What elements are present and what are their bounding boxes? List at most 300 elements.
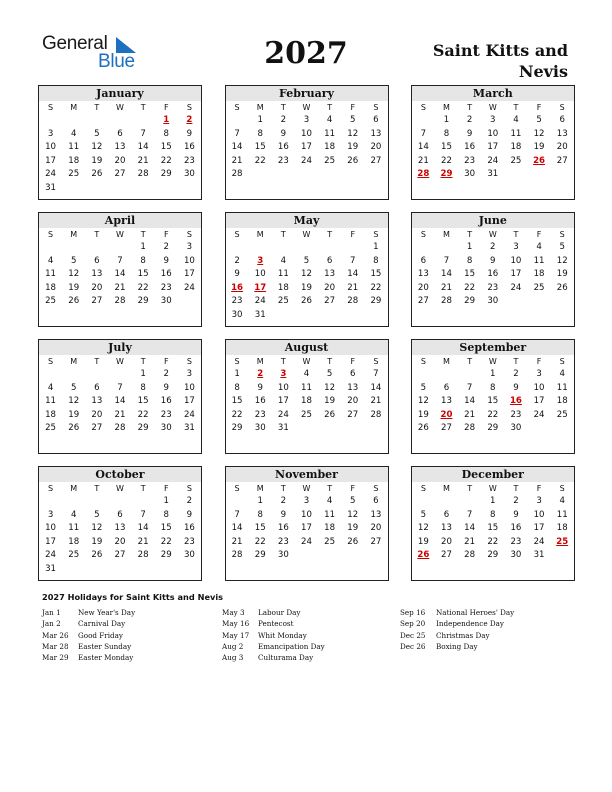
day-cell: 12 [417,523,429,534]
empty-day-cell [295,241,318,255]
day-cell: 18 [510,142,522,153]
day-cell: 8 [140,255,146,266]
month-title: May [226,213,388,228]
empty-day-cell [62,114,85,128]
weekday-header: S [559,103,565,112]
day-cell: 12 [347,509,359,520]
holiday-date: Aug 3 [222,653,244,663]
week-row [39,282,201,296]
week-row [226,255,388,269]
day-cell: 11 [533,255,545,266]
weekday-header: W [302,357,311,366]
day-cell: 16 [254,396,266,407]
week-row [39,509,201,523]
day-cell: 2 [490,242,496,252]
weekday-header: T [140,103,146,112]
week-row [226,155,388,169]
day-cell: 7 [117,382,123,393]
day-cell: 29 [137,423,149,434]
day-cell: 31 [45,182,57,193]
month-title: January [39,86,201,101]
day-cell: 27 [114,550,126,561]
day-cell: 21 [464,536,476,547]
holiday-item [222,652,325,663]
day-cell: 28 [347,296,359,307]
day-cell: 1 [140,242,146,252]
empty-day-cell [318,422,341,436]
day-cell: 12 [68,269,80,280]
day-cell: 19 [417,409,429,420]
empty-day-cell [412,495,435,509]
empty-day-cell [412,241,435,255]
day-cell: 23 [277,155,289,166]
week-row [39,549,201,563]
empty-day-cell [108,563,131,577]
day-cell: 7 [117,255,123,266]
week-row [39,536,201,550]
holiday-name: Labour Day [258,608,301,617]
day-cell: 5 [420,382,427,393]
holiday-item [222,641,325,652]
day-cell: 8 [373,255,379,266]
week-row [39,368,201,382]
day-cell: 3 [490,115,496,125]
week-row [226,295,388,309]
holiday-name: Whit Monday [258,630,307,640]
holiday-date: Sep 20 [400,619,426,629]
empty-day-cell [341,422,364,436]
weekday-header: M [70,103,78,112]
day-cell: 11 [510,128,522,139]
weekday-header: S [234,230,240,239]
day-cell: 14 [114,269,126,280]
day-cell: 25 [324,536,336,547]
day-cell: 24 [533,536,545,547]
day-cell: 11 [45,269,57,280]
day-cell: 15 [254,523,266,534]
weekday-header: T [467,103,473,112]
week-row [226,382,388,396]
empty-day-cell [272,309,295,323]
empty-day-cell [341,241,364,255]
empty-day-cell [295,549,318,563]
holiday-date: Mar 28 [42,641,69,651]
day-cell: 25 [556,409,568,420]
weekday-header: S [559,484,565,493]
day-cell: 7 [350,255,356,266]
empty-day-cell [39,495,62,509]
day-cell: 17 [533,396,545,407]
weekday-header: M [256,484,264,493]
day-cell: 31 [487,169,499,180]
holiday-date: Sep 16 [400,608,426,617]
empty-day-cell [504,168,527,182]
day-cell: 26 [91,550,103,561]
day-cell: 30 [183,169,195,180]
day-cell: 21 [137,536,149,547]
day-cell: 24 [301,536,312,547]
month-february [225,85,389,200]
day-cell: 20 [417,282,429,293]
week-row [412,155,574,169]
day-cell: 5 [420,509,427,520]
day-cell: 1 [490,496,496,506]
holiday-date: Jan 2 [42,619,61,629]
day-cell: 6 [350,369,356,379]
day-cell: 25 [301,409,312,420]
day-cell: 19 [91,536,103,547]
day-cell: 12 [324,382,336,393]
day-cell: 12 [533,128,545,139]
week-row [226,268,388,282]
day-cell: 30 [160,423,172,434]
day-cell: 23 [183,536,195,547]
day-cell: 27 [324,296,336,307]
day-cell: 24 [45,550,57,561]
day-cell: 4 [536,242,542,252]
day-cell: 21 [464,409,476,420]
day-cell: 28 [231,169,243,180]
holiday-date: Dec 25 [400,630,426,640]
day-cell: 20 [347,396,359,407]
day-cell: 5 [350,496,356,506]
day-cell: 4 [70,128,77,139]
week-row [412,422,574,436]
day-cell: 7 [420,128,427,139]
day-cell: 16 [231,282,244,293]
day-cell: 1 [163,496,169,506]
day-cell: 7 [234,128,240,139]
week-row [39,268,201,282]
weekday-header: T [140,357,146,366]
day-cell: 4 [47,382,54,393]
day-cell: 30 [183,550,195,561]
weekday-header: M [70,484,78,493]
day-cell: 17 [510,269,522,280]
month-march [411,85,575,200]
day-cell: 23 [510,536,522,547]
holiday-item [42,607,135,618]
day-cell: 5 [303,255,310,266]
holiday-name: Good Friday [78,630,123,640]
holiday-item [400,641,514,652]
weekday-header: W [116,103,124,112]
weekday-header: S [186,230,192,239]
week-row [412,114,574,128]
day-cell: 6 [373,496,379,506]
week-row [412,268,574,282]
week-row [412,282,574,296]
weekday-header-row [39,101,201,114]
day-cell: 16 [160,396,172,407]
weekday-header: F [350,103,356,112]
day-cell: 16 [464,142,476,153]
day-cell: 20 [556,142,568,153]
day-cell: 16 [510,523,522,534]
week-row [39,168,201,182]
empty-day-cell [85,114,108,128]
day-cell: 27 [347,409,359,420]
day-cell: 1 [373,242,379,252]
day-cell: 15 [160,523,172,534]
weekday-header-row [412,101,574,114]
day-cell: 23 [183,155,195,166]
day-cell: 9 [280,509,287,520]
day-cell: 22 [137,409,149,420]
empty-day-cell [341,309,364,323]
day-cell: 10 [254,269,266,280]
day-cell: 17 [254,282,267,293]
day-cell: 31 [183,423,195,434]
day-cell: 25 [68,550,80,561]
weekday-header: S [373,484,379,493]
day-cell: 26 [556,282,568,293]
day-cell: 6 [94,382,100,393]
week-row [226,395,388,409]
day-cell: 5 [350,115,356,125]
empty-day-cell [85,368,108,382]
country-name: Saint Kitts and Nevis [432,41,568,81]
day-cell: 21 [441,282,452,293]
holiday-date: May 16 [222,619,250,629]
empty-day-cell [318,309,341,323]
day-cell: 25 [68,169,80,180]
day-cell: 18 [533,269,545,280]
holiday-name: National Heroes' Day [436,608,515,617]
week-row [412,255,574,269]
day-cell: 9 [163,255,169,266]
day-cell: 11 [68,523,80,534]
holiday-name: Carnival Day [78,619,126,629]
day-cell: 25 [556,536,569,547]
day-cell: 6 [443,509,450,520]
day-cell: 9 [163,382,169,393]
day-cell: 5 [559,242,565,252]
weekday-header: W [116,484,124,493]
month-title: September [412,340,574,355]
weekday-header: T [327,357,333,366]
day-cell: 17 [487,142,499,153]
empty-day-cell [504,295,527,309]
day-cell: 11 [324,509,336,520]
day-cell: 18 [324,142,336,153]
week-row [39,255,201,269]
weekday-header: S [186,484,192,493]
holiday-name: Emancipation Day [258,641,325,651]
day-cell: 23 [254,409,266,420]
day-cell: 17 [533,523,545,534]
week-row [226,509,388,523]
day-cell: 25 [533,282,545,293]
day-cell: 18 [556,396,568,407]
empty-day-cell [108,241,131,255]
weekday-header: S [559,230,565,239]
day-cell: 5 [536,115,542,125]
day-cell: 26 [347,155,359,166]
day-cell: 22 [254,536,266,547]
weekday-header: S [373,103,379,112]
week-row [412,368,574,382]
day-cell: 2 [186,496,193,506]
day-cell: 20 [441,536,452,547]
day-cell: 4 [559,369,565,379]
week-row [39,155,201,169]
day-cell: 10 [487,128,499,139]
day-cell: 3 [186,369,193,379]
day-cell: 20 [324,282,336,293]
day-cell: 2 [513,496,519,506]
day-cell: 14 [137,523,149,534]
weekday-header: S [373,357,379,366]
empty-day-cell [412,368,435,382]
day-cell: 20 [91,282,103,293]
month-november [225,466,389,581]
day-cell: 8 [257,509,263,520]
weekday-header: T [280,357,286,366]
holiday-name: Christmas Day [436,630,490,640]
day-cell: 24 [183,282,195,293]
empty-day-cell [318,241,341,255]
day-cell: 15 [487,523,499,534]
day-cell: 14 [464,523,476,534]
month-july [38,339,202,454]
day-cell: 17 [277,396,289,407]
holiday-name: Easter Sunday [78,641,132,651]
day-cell: 14 [347,269,359,280]
empty-day-cell [318,168,341,182]
day-cell: 15 [464,269,476,280]
weekday-header: F [163,230,169,239]
day-cell: 3 [513,242,519,252]
day-cell: 29 [160,550,172,561]
day-cell: 22 [160,155,172,166]
day-cell: 27 [556,155,568,166]
weekday-header: F [350,484,356,493]
weekday-header: T [280,484,286,493]
day-cell: 10 [277,382,289,393]
week-row [39,395,201,409]
week-row [226,495,388,509]
day-cell: 14 [370,382,382,393]
holiday-date: Mar 26 [42,630,69,640]
day-cell: 2 [257,369,264,379]
empty-day-cell [132,563,155,577]
week-row [412,168,574,182]
day-cell: 26 [417,550,430,561]
day-cell: 17 [45,536,57,547]
empty-day-cell [364,168,387,182]
empty-day-cell [249,168,272,182]
holiday-name: New Year's Day [78,608,136,617]
empty-day-cell [85,495,108,509]
day-cell: 16 [160,269,172,280]
week-row [226,241,388,255]
weekday-header-row [39,482,201,495]
day-cell: 21 [347,282,359,293]
day-cell: 3 [536,496,542,506]
day-cell: 27 [441,423,452,434]
month-april [38,212,202,327]
day-cell: 2 [466,115,473,125]
day-cell: 9 [513,509,519,520]
weekday-header: F [163,357,169,366]
empty-day-cell [155,563,178,577]
day-cell: 6 [94,255,100,266]
day-cell: 2 [163,242,169,252]
day-cell: 15 [137,269,149,280]
day-cell: 8 [163,509,169,520]
holiday-name: Independence Day [436,619,504,629]
weekday-header: T [467,357,473,366]
day-cell: 14 [137,142,149,153]
day-cell: 10 [533,509,545,520]
day-cell: 28 [137,169,149,180]
week-row [226,309,388,323]
empty-day-cell [528,422,551,436]
weekday-header-row [226,101,388,114]
holiday-item [222,607,325,618]
week-row [226,522,388,536]
day-cell: 9 [234,269,240,280]
day-cell: 23 [231,296,243,307]
day-cell: 26 [68,423,80,434]
day-cell: 29 [464,296,476,307]
holiday-date: Mar 29 [42,653,69,663]
empty-day-cell [62,368,85,382]
empty-day-cell [108,368,131,382]
weekday-header: T [94,230,100,239]
day-cell: 31 [277,423,289,434]
day-cell: 30 [254,423,266,434]
day-cell: 9 [186,128,193,139]
weekday-header: T [467,484,473,493]
day-cell: 12 [347,128,359,139]
day-cell: 16 [277,142,289,153]
day-cell: 19 [556,269,568,280]
day-cell: 1 [490,369,496,379]
empty-day-cell [458,495,481,509]
day-cell: 19 [417,536,429,547]
day-cell: 22 [441,155,452,166]
day-cell: 18 [68,155,80,166]
day-cell: 7 [234,509,240,520]
calendar-year: 2027 [264,36,348,71]
week-row [412,509,574,523]
empty-day-cell [295,422,318,436]
weekday-header: S [559,357,565,366]
weekday-header: M [70,230,78,239]
day-cell: 23 [160,409,172,420]
weekday-header: T [327,103,333,112]
empty-day-cell [364,549,387,563]
day-cell: 2 [234,255,240,266]
week-row [39,141,201,155]
weekday-header: M [443,484,450,493]
week-row [412,522,574,536]
day-cell: 18 [301,396,312,407]
day-cell: 8 [466,255,473,266]
empty-day-cell [39,114,62,128]
empty-day-cell [85,563,108,577]
weekday-header: S [234,103,240,112]
month-title: April [39,213,201,228]
empty-day-cell [155,182,178,196]
day-cell: 8 [490,382,496,393]
day-cell: 2 [280,496,287,506]
weekday-header: S [48,103,54,112]
day-cell: 11 [556,382,568,393]
day-cell: 3 [47,509,54,520]
